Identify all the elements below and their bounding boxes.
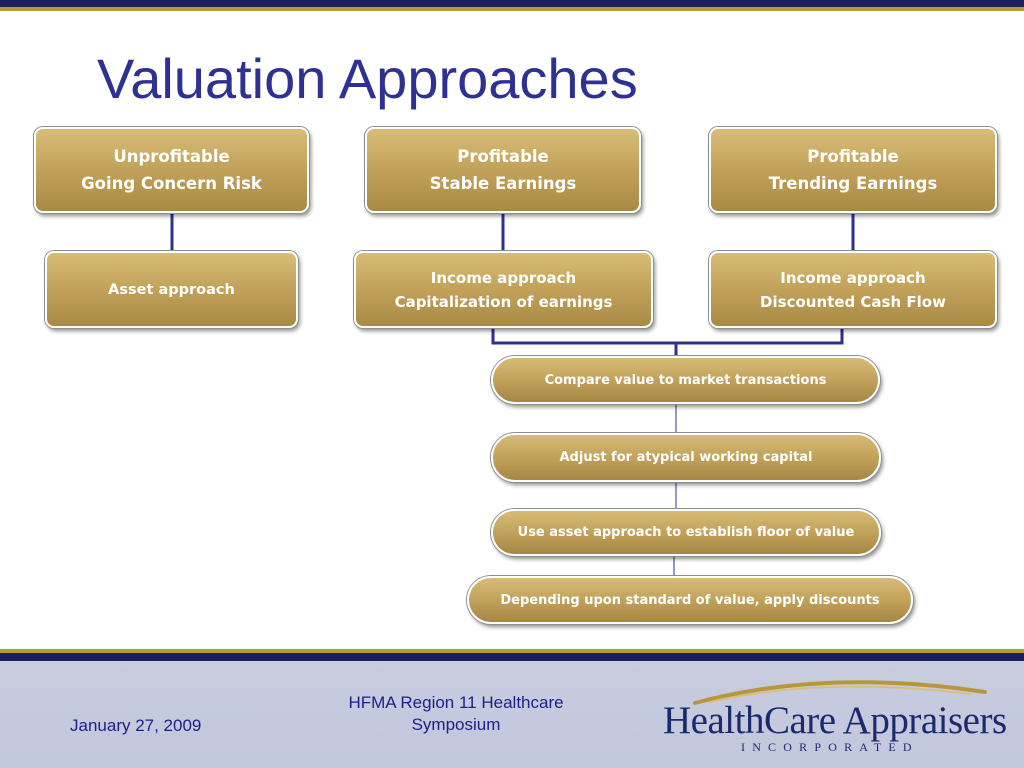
connector-income-bracket <box>493 327 842 343</box>
approach-box-line2: Discounted Cash Flow <box>760 292 946 311</box>
step-adjust-working-capital: Adjust for atypical working capital <box>491 433 881 482</box>
scenario-box-unprofitable <box>34 127 309 213</box>
footer-date: January 27, 2009 <box>70 716 202 735</box>
step-compare-market: Compare value to market transactions <box>491 356 880 404</box>
scenario-box-line1: Profitable <box>457 147 549 166</box>
approach-box-capitalization <box>354 251 653 328</box>
logo-name: HealthCare Appraisers <box>663 699 1007 742</box>
approach-box-line1: Income approach <box>780 268 926 287</box>
scenario-box-line2: Trending Earnings <box>768 174 938 193</box>
footer-border-navy <box>0 653 1024 661</box>
scenario-box-trending <box>709 127 997 213</box>
approach-box-line1: Asset approach <box>108 281 235 298</box>
scenario-box-line1: Unprofitable <box>113 147 230 166</box>
logo-subtitle: INCORPORATED <box>741 740 919 754</box>
footer-event: HFMA Region 11 Healthcare Symposium <box>348 693 564 734</box>
scenario-box-stable <box>365 127 641 213</box>
approach-box-line2: Capitalization of earnings <box>394 292 613 311</box>
approach-box-dcf <box>709 251 997 328</box>
slide-title: Valuation Approaches <box>97 47 638 110</box>
scenario-box-line2: Going Concern Risk <box>81 174 262 193</box>
scenario-box-line2: Stable Earnings <box>429 174 577 193</box>
scenario-box-line1: Profitable <box>807 147 899 166</box>
step-asset-floor: Use asset approach to establish floor of value <box>491 509 881 556</box>
step-apply-discounts: Depending upon standard of value, apply discounts <box>467 576 913 624</box>
approach-box-asset <box>45 251 298 328</box>
company-logo <box>655 670 1015 760</box>
approach-box-line1: Income approach <box>430 268 577 287</box>
